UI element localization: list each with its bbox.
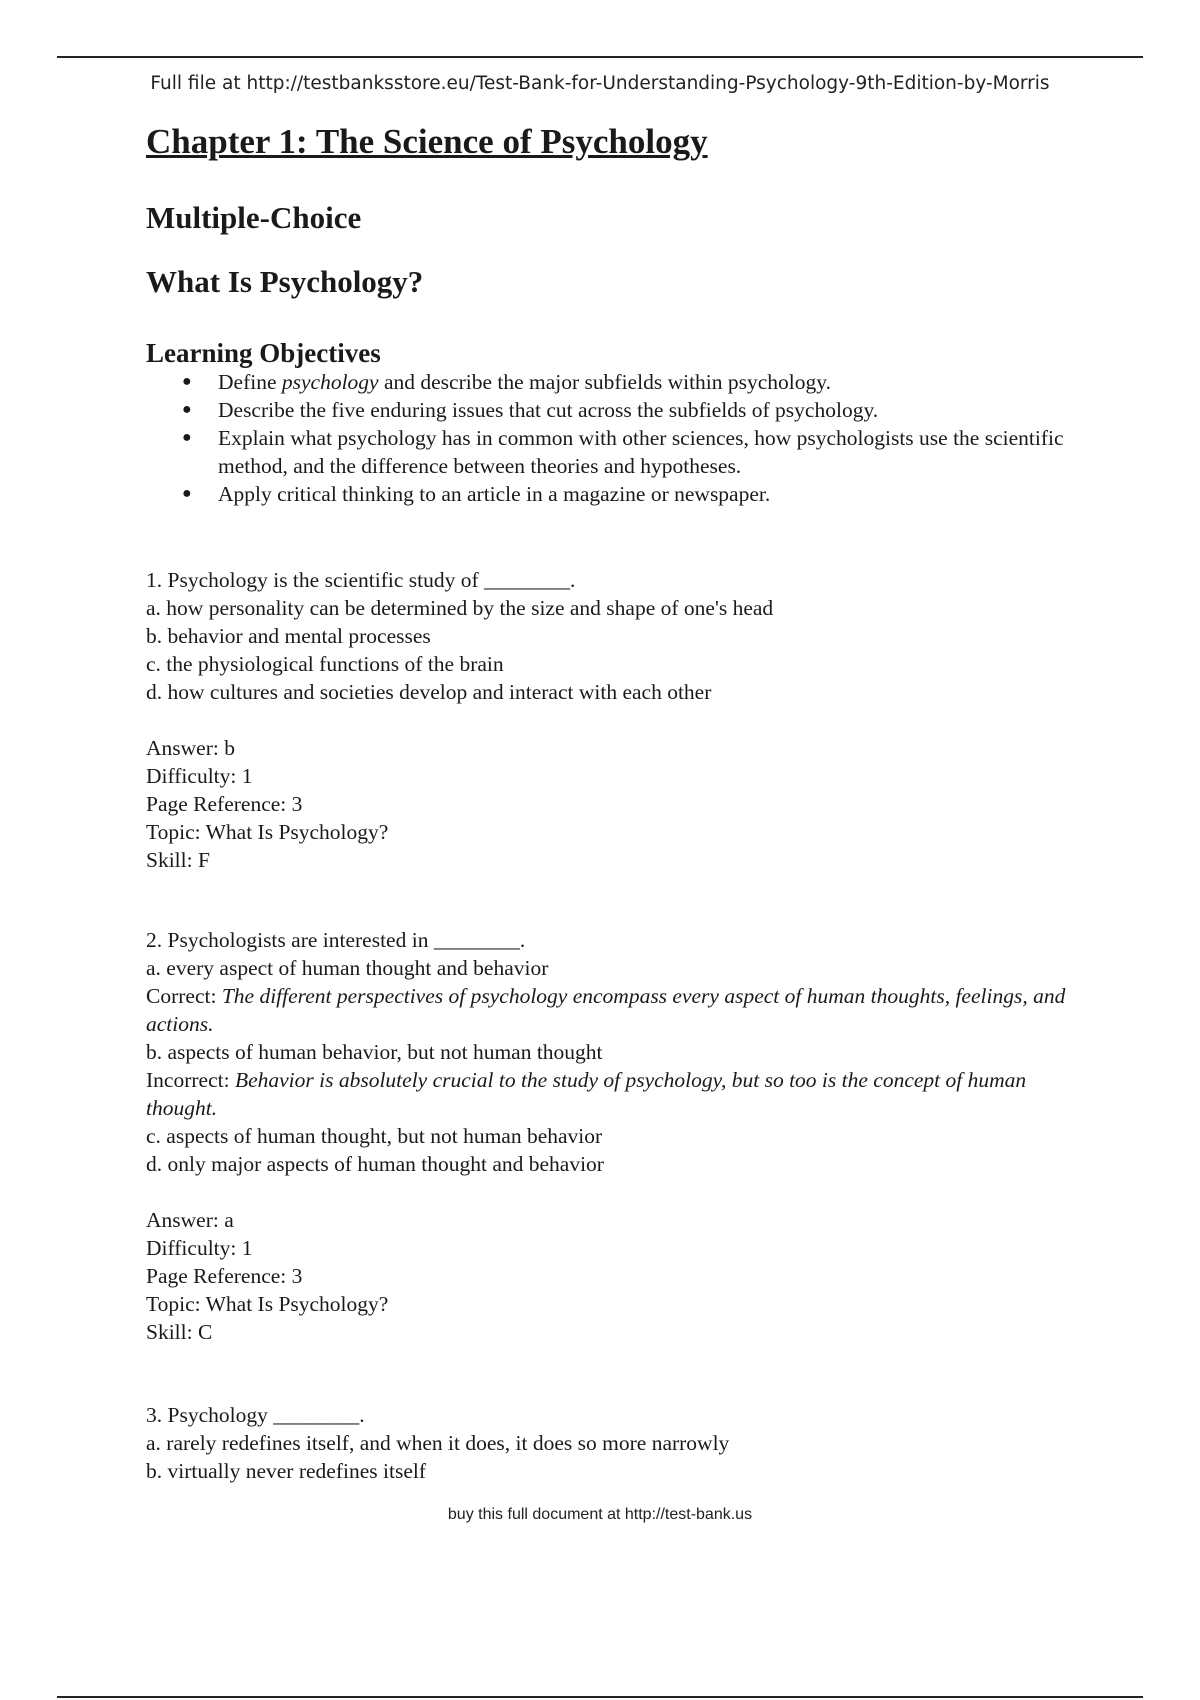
- objectives-list: [146, 368, 1086, 508]
- bullet-icon: ●: [182, 373, 192, 390]
- answer: Answer: a: [146, 1208, 234, 1232]
- bottom-rule: [57, 1696, 1143, 1698]
- section-title: Multiple-Choice: [146, 200, 362, 235]
- question-2-meta: [146, 1206, 1086, 1346]
- option-a: a. rarely redefines itself, and when it does, it does so more narrowly: [146, 1431, 730, 1455]
- option-b: b. behavior and mental processes: [146, 624, 431, 648]
- option-b: b. aspects of human behavior, but not human thought: [146, 1040, 603, 1064]
- topic: Topic: What Is Psychology?: [146, 820, 389, 844]
- question-1: [146, 566, 1086, 706]
- option-a: a. every aspect of human thought and behavior: [146, 956, 549, 980]
- subsection-title: What Is Psychology?: [146, 264, 424, 299]
- skill: Skill: C: [146, 1320, 213, 1344]
- question-stem: 2. Psychologists are interested in ________.: [146, 928, 526, 952]
- page-footer: buy this full document at http://test-bank.us: [447, 1506, 753, 1523]
- answer: Answer: b: [146, 736, 235, 760]
- difficulty: Difficulty: 1: [146, 764, 253, 788]
- bullet-icon: ●: [182, 485, 192, 502]
- option-d: d. how cultures and societies develop and interact with each other: [146, 680, 712, 704]
- objectives-heading: Learning Objectives: [146, 338, 381, 368]
- correct-feedback: Correct: The different perspectives of psychology encompass every aspect of human thoughts, feelings, and actions.: [146, 984, 1066, 1036]
- bullet-icon: ●: [182, 429, 192, 446]
- option-a: a. how personality can be determined by the size and shape of one's head: [146, 596, 774, 620]
- objective-item: ● Describe the five enduring issues that cut across the subfields of psychology.: [182, 398, 879, 422]
- option-c: c. the physiological functions of the brain: [146, 652, 504, 676]
- objective-item: ● Define psychology and describe the major subfields within psychology.: [182, 370, 831, 394]
- objective-item: ● Explain what psychology has in common with other sciences, how psychologists use the scientific method, and the difference between theories and hypotheses.: [182, 426, 1064, 478]
- question-stem: 3. Psychology ________.: [146, 1403, 365, 1427]
- objective-item: ● Apply critical thinking to an article in a magazine or newspaper.: [182, 482, 771, 506]
- page-header: Full file at http://testbanksstore.eu/Test-Bank-for-Understanding-Psychology-9th-Edition-by-Morris: [150, 73, 1050, 94]
- incorrect-feedback: Incorrect: Behavior is absolutely crucial to the study of psychology, but so too is the concept of human thought.: [146, 1068, 1027, 1120]
- question-3: [146, 1401, 1086, 1485]
- page-reference: Page Reference: 3: [146, 1264, 303, 1288]
- difficulty: Difficulty: 1: [146, 1236, 253, 1260]
- page-reference: Page Reference: 3: [146, 792, 303, 816]
- top-rule: [57, 56, 1143, 58]
- topic: Topic: What Is Psychology?: [146, 1292, 389, 1316]
- question-stem: 1. Psychology is the scientific study of ________.: [146, 568, 576, 592]
- skill: Skill: F: [146, 848, 210, 872]
- question-1-meta: [146, 734, 1086, 874]
- chapter-title: Chapter 1: The Science of Psychology: [146, 122, 708, 161]
- option-c: c. aspects of human thought, but not human behavior: [146, 1124, 603, 1148]
- bullet-icon: ●: [182, 401, 192, 418]
- option-d: d. only major aspects of human thought and behavior: [146, 1152, 604, 1176]
- option-b: b. virtually never redefines itself: [146, 1459, 426, 1483]
- question-2: [146, 926, 1086, 1178]
